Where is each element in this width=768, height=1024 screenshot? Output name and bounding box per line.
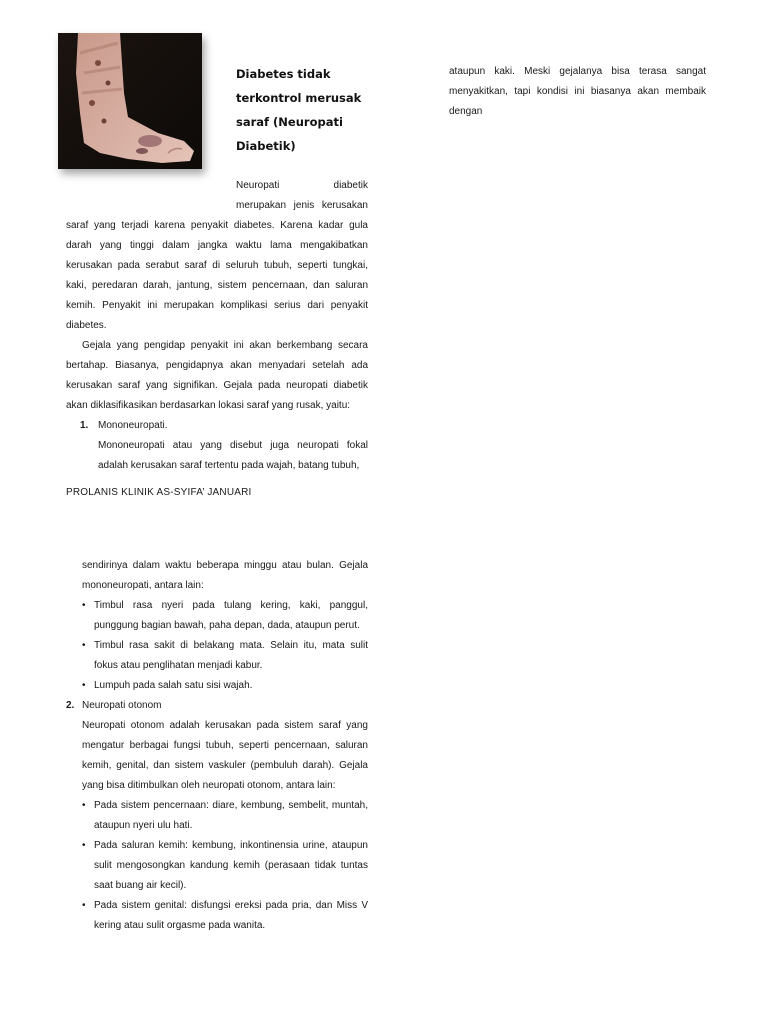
list-item: • Pada sistem genital: disfungsi ereksi pada pria, dan Miss V kering atau sulit orgasme pada wanita. (82, 896, 368, 936)
list-item: • Timbul rasa sakit di belakang mata. Selain itu, mata sulit fokus atau penglihatan menjadi kabur. (82, 636, 368, 676)
list-item: • Pada saluran kemih: kembung, inkontinensia urine, ataupun sulit mengosongkan kandung kemih (perasaan tidak tuntas saat buang air kecil). (82, 836, 368, 896)
bullet-icon: • (82, 840, 86, 851)
list-item: • Timbul rasa nyeri pada tulang kering, kaki, panggul, punggung bagian bawah, paha depan, dada, ataupun perut. (82, 596, 368, 636)
list-item-label: Neuropati otonom (82, 700, 162, 711)
mononeuropati-continuation: sendirinya dalam waktu beberapa minggu atau bulan. Gejala mononeuropati, antara lain: (82, 560, 368, 591)
list-number: 2. (66, 700, 75, 711)
neuropati-otonom-description: Neuropati otonom adalah kerusakan pada sistem saraf yang mengatur berbagai fungsi tubuh, seperti pencernaan, saluran kemih, genital, dan sistem vaskuler (pembuluh darah). Gejala yang bisa ditimbulkan oleh neuropati otonom, antara lain: (82, 720, 368, 791)
bullet-icon: • (82, 640, 86, 651)
bullet-icon: • (82, 680, 86, 691)
right-column-text: ataupun kaki. Meski gejalanya bisa terasa sangat menyakitkan, tapi kondisi ini biasanya akan membaik dengan (449, 66, 706, 117)
otonom-symptoms-list (82, 796, 368, 936)
bullet-icon: • (82, 600, 86, 611)
article-title: Diabetes tidak terkontrol merusak saraf (Neuropati Diabetik) (236, 67, 362, 153)
list-item: • Pada sistem pencernaan: diare, kembung, sembelit, muntah, ataupun nyeri ulu hati. (82, 796, 368, 836)
bullet-icon: • (82, 800, 86, 811)
foot-illustration (58, 33, 202, 169)
bullet-icon: • (82, 900, 86, 911)
intro-text: Neuropati diabetik merupakan jenis kerusakan (236, 180, 368, 211)
foot-photo (58, 33, 202, 169)
list-item-label: Mononeuropati. (98, 420, 168, 431)
page-footer: PROLANIS KLINIK AS-SYIFA’ JANUARI (66, 487, 252, 498)
list-item: • Lumpuh pada salah satu sisi wajah. (82, 676, 368, 696)
intro-continuation: saraf yang terjadi karena penyakit diabetes. Karena kadar gula darah yang tinggi dalam jangka waktu lama mengakibatkan kerusakan pada serabut saraf di seluruh tubuh, seperti tungkai, kaki, peredaran darah, jantung, sistem pencernaan, dan saluran kemih. Penyakit ini merupakan komplikasi serius dari penyakit diabetes. (66, 220, 368, 331)
list-number: 1. (80, 420, 89, 431)
symptoms-paragraph: Gejala yang pengidap penyakit ini akan berkembang secara bertahap. Biasanya, pengidapnya akan menyadari setelah ada kerusakan saraf yang signifikan. Gejala pada neuropati diabetik akan diklasifikasikan berdasarkan lokasi saraf yang rusak, yaitu: (66, 340, 368, 411)
mononeuropati-description: Mononeuropati atau yang disebut juga neuropati fokal adalah kerusakan saraf tertentu pada wajah, batang tubuh, (98, 440, 368, 471)
mononeuropati-symptoms-list (82, 596, 368, 696)
